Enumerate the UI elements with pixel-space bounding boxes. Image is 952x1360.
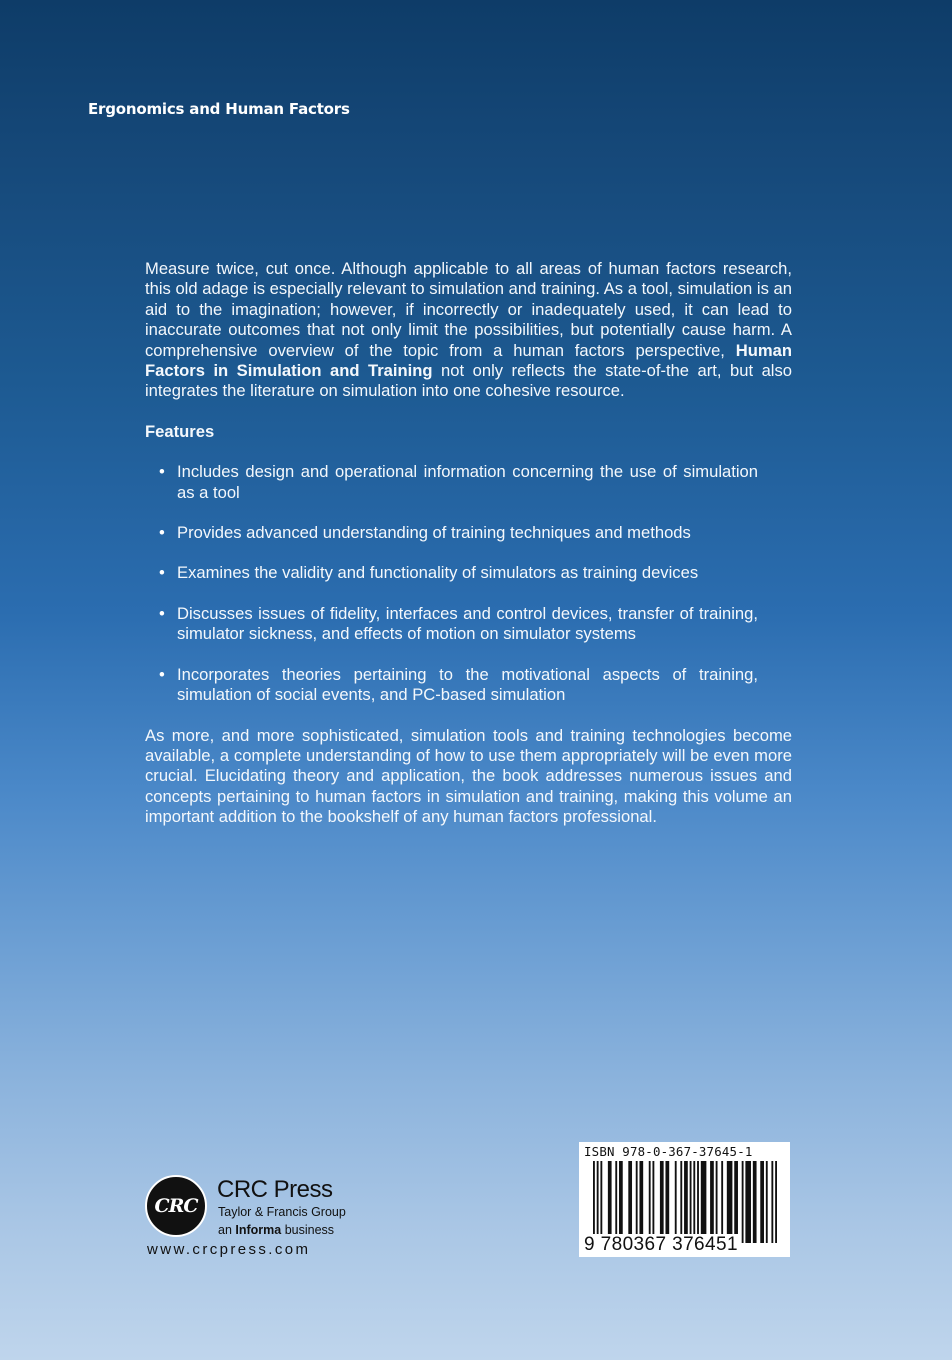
barcode-bar (636, 1161, 638, 1243)
barcode-bar (652, 1161, 654, 1243)
barcode-bar (615, 1161, 617, 1243)
barcode-bar (721, 1161, 723, 1243)
barcode-bar (760, 1161, 764, 1243)
barcode-bar (742, 1161, 744, 1243)
publisher-informa-line (218, 1223, 334, 1237)
barcode-bar (697, 1161, 699, 1243)
closing-paragraph: As more, and more sophisticated, simulation tools and training technologies become available, a complete understanding of how to use them appropriately will be even more crucial. Elucidating theory and application, the book addresses numerous issues and concepts pertaining to human factors in simulation and training, making this volume an important addition to the bookshelf of any human factors professional. (145, 725, 792, 827)
barcode-bar (665, 1161, 669, 1243)
barcode-bar (690, 1161, 692, 1243)
publisher-group: Taylor & Francis Group (218, 1205, 346, 1219)
crc-logo-text: CRC (154, 1195, 198, 1217)
intro-text-start: Measure twice, cut once. Although applicable to all areas of human factors research, this old adage is especially relevant to simulation and training. As a tool, simulation is an aid to the imagination; however, if incorrectly or inadequately used, it can lead to inaccurate outcomes that not only limit the possibilities, but potentially cause harm. A comprehensive overview of the topic from a human factors perspective, (145, 259, 792, 360)
barcode-bar (734, 1161, 738, 1243)
informa-suffix: business (281, 1223, 335, 1237)
informa-prefix: an (218, 1223, 236, 1237)
barcode-bar (619, 1161, 623, 1243)
book-title: Human Factors in Simulation and Training (145, 340, 792, 381)
barcode-bar (701, 1161, 707, 1243)
informa-brand: Informa (235, 1223, 282, 1237)
barcode-bar (649, 1161, 651, 1243)
feature-item: • Discusses issues of fidelity, interfaces and control devices, transfer of training, simulator sickness, and effects of motion on simulator systems (177, 604, 792, 645)
isbn-label: ISBN 978-0-367-37645-1 (584, 1144, 753, 1159)
barcode-bar (675, 1161, 677, 1243)
barcode-digits: 9 780367 376451 (584, 1234, 738, 1255)
series-title: Ergonomics and Human Factors (88, 100, 350, 118)
crc-logo-icon (145, 1175, 207, 1237)
barcode-bar (660, 1161, 664, 1243)
intro-text-end: not only reflects the state-of-the art, but also integrates the literature on simulation into one cohesive resource. (145, 361, 793, 401)
barcode-bar (639, 1161, 643, 1243)
features-heading: Features (145, 421, 215, 441)
feature-item: • Examines the validity and functionality of simulators as training devices (177, 563, 792, 583)
feature-item: • Provides advanced understanding of training techniques and methods (177, 523, 792, 543)
barcode-bar (771, 1161, 773, 1243)
feature-item: • Incorporates theories pertaining to the motivational aspects of training, simulation of social events, and PC-based simulation (177, 665, 792, 706)
barcode-bar (710, 1161, 714, 1243)
publisher-block (145, 1175, 375, 1265)
barcode-bar (684, 1161, 688, 1243)
isbn-barcode (579, 1142, 790, 1257)
feature-item: • Includes design and operational information concerning the use of simulation as a tool (177, 462, 792, 503)
barcode-bar (753, 1161, 757, 1243)
intro-paragraph (145, 259, 792, 402)
publisher-url: www.crcpress.com (147, 1241, 311, 1258)
barcode-bar (680, 1161, 682, 1243)
barcode-bar (608, 1161, 612, 1243)
barcode-bar (775, 1161, 777, 1243)
barcode-bar (597, 1161, 599, 1243)
barcode-bar (593, 1161, 595, 1243)
barcode-bar (600, 1161, 602, 1243)
barcode-bar (628, 1161, 632, 1243)
barcode-bar (693, 1161, 695, 1243)
barcode-bars (593, 1161, 777, 1243)
publisher-name: CRC Press (217, 1176, 333, 1203)
back-cover-blurb (145, 259, 792, 828)
barcode-bar (745, 1161, 751, 1243)
barcode-bar (727, 1161, 733, 1243)
barcode-bar (766, 1161, 768, 1243)
barcode-bar (716, 1161, 718, 1243)
features-list (145, 462, 792, 705)
